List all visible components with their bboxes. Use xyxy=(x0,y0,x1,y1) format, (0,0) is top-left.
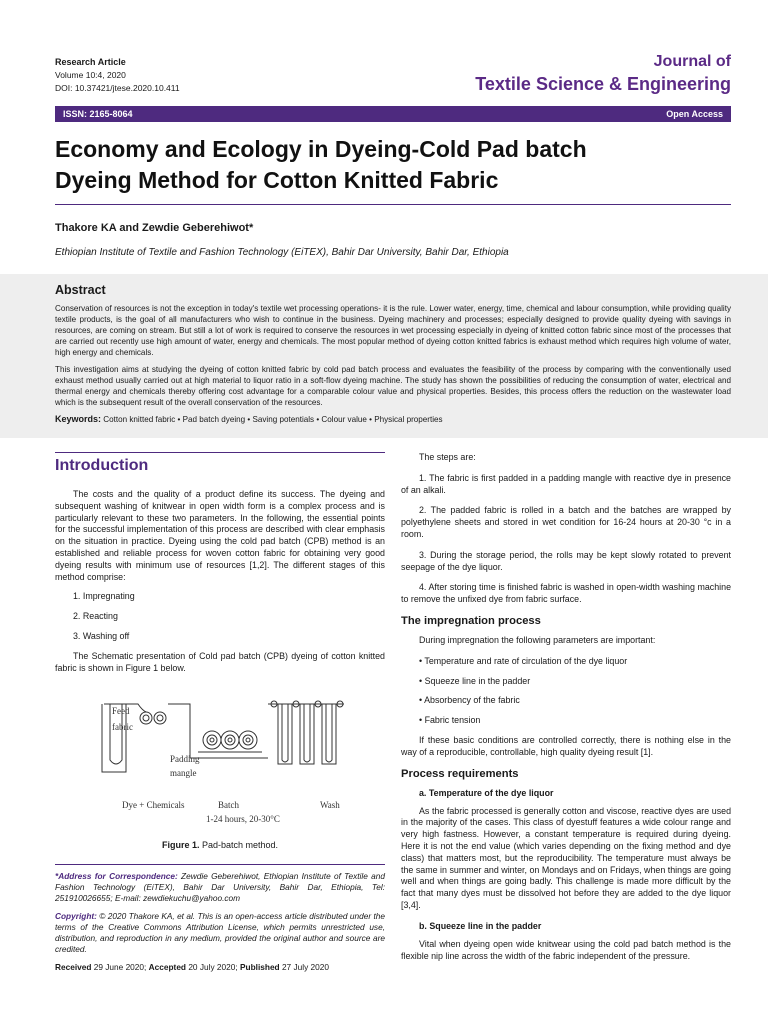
intro-paragraph-1: The costs and the quality of a product define its success. The dyeing and subsequent washing of knitwear in open width form is a complex process and is particularly relevant to these two parameters. In the following, the essential points for the successful implementation of this process are described with clear emphasis on the situation in practice. Dyeing using the cold pad batch (CPB) method is an established and reliable process for woven cotton fabric for obtaining very good dyeing results with minimum use of resources [1,2]. The different stages of this method comprise: xyxy=(55,489,385,582)
introduction-heading: Introduction xyxy=(55,457,149,474)
left-column xyxy=(55,452,385,972)
paragraph-b: Vital when dyeing open wide knitwear using the cold pad batch method is the flexible nip line across the width of the fabric independent of the pressure. xyxy=(401,938,731,961)
authors: Thakore KA and Zewdie Geberehiwot* xyxy=(55,222,254,234)
journal-line1: Journal of xyxy=(653,53,731,70)
journal-line2: Textile Science & Engineering xyxy=(475,74,731,94)
copyright-text: © 2020 Thakore KA, et al. This is an open-access article distributed under the terms of the Creative Commons Attribution License, which permits unrestricted use, distribution, and reproduction in any medium, provided the original author and source are credited. xyxy=(55,911,385,955)
param-item: • Fabric tension xyxy=(419,715,481,726)
param-item: • Temperature and rate of circulation of the dye liquor xyxy=(419,655,628,666)
intro-divider xyxy=(55,452,385,453)
paper-title xyxy=(55,134,715,196)
figure-label-mangle: mangle xyxy=(170,768,197,779)
figure-number: Figure 1. xyxy=(161,840,200,851)
publication-dates xyxy=(55,962,385,972)
correspondence xyxy=(55,871,385,904)
subheading-b: b. Squeeze line in the padder xyxy=(419,920,542,931)
doi: DOI: 10.37421/jtese.2020.10.411 xyxy=(55,83,180,93)
impregnation-heading: The impregnation process xyxy=(401,614,541,627)
impregnation-close: If these basic conditions are controlled correctly, there is nothing else in the way of a reproducible, controllable, high quality dyeing result [1]. xyxy=(401,734,731,757)
issn: ISSN: 2165-8064 xyxy=(63,109,133,119)
issn-bar xyxy=(55,106,731,122)
affiliation: Ethiopian Institute of Textile and Fashion Technology (EiTEX), Bahir Dar University, Bahir Dar, Ethiopia xyxy=(55,247,509,258)
received-date: 29 June 2020; xyxy=(91,962,149,973)
correspondence-label: *Address for Correspondence: xyxy=(55,871,178,882)
requirements-heading: Process requirements xyxy=(401,767,519,780)
keywords-list: Cotton knitted fabric • Pad batch dyeing • Saving potentials • Colour value • Physical properties xyxy=(103,415,443,424)
figure-label-fabric: fabric xyxy=(112,722,133,733)
published-label: Published xyxy=(239,962,280,973)
article-type: Research Article xyxy=(55,57,126,67)
correspondence-text: Zewdie Geberehiwot, Ethiopian Institute of Textile and Fashion Technology (EiTEX), Bahir Dar University, Bahir Dar, Ethiopia, Tel: 251910026655; E-mail: zewdiekuchu@yahoo.com xyxy=(55,871,385,904)
title-divider xyxy=(55,204,731,205)
title-line2: Dyeing Method for Cotton Knitted Fabric xyxy=(55,167,499,193)
figure-label-dye: Dye + Chemicals xyxy=(122,800,185,811)
abstract-paragraph-2: This investigation aims at studying the dyeing of cotton knitted fabric by cold pad batch process and evaluates the feasibility of the process by comparing with the conventionally used exhaust method usually carried out at high material to liquor ratio in a soft-flow dyeing machine. The study has shown the possibilities of reducing the consumption of water, electrical and thermal energy and chemicals thereby offering cost advantage for a comparable colour value and physical properties. Besides, this process offers the reduction on the wastewater load which is the subsequent result of the overall conservation of the resources. xyxy=(55,365,731,407)
stage-item: 1. Impregnating xyxy=(73,591,135,602)
keywords xyxy=(55,414,731,424)
right-column xyxy=(401,452,731,971)
subheading-a: a. Temperature of the dye liquor xyxy=(419,787,554,798)
figure-caption xyxy=(55,840,385,850)
step-item: 3. During the storage period, the rolls may be kept slowly rotated to prevent seepage of the dye liquor. xyxy=(401,549,731,572)
stage-item: 2. Reacting xyxy=(73,611,118,622)
title-line1: Economy and Ecology in Dyeing-Cold Pad batch xyxy=(55,136,587,162)
figure-label-batch-time: 1-24 hours, 20-30°C xyxy=(206,814,280,825)
figure-label-batch: Batch xyxy=(218,800,239,811)
keywords-label: Keywords: xyxy=(55,414,102,424)
intro-paragraph-2: The Schematic presentation of Cold pad batch (CPB) dyeing of cotton knitted fabric is shown in Figure 1 below. xyxy=(55,650,385,673)
article-meta xyxy=(55,56,180,95)
figure-label-wash: Wash xyxy=(320,800,340,811)
step-item: 1. The fabric is first padded in a padding mangle with reactive dye in presence of an alkali. xyxy=(401,472,731,495)
published-date: 27 July 2020 xyxy=(279,962,329,973)
step-item: 2. The padded fabric is rolled in a batch and the batches are wrapped by polyethylene sheets and stored in wet condition for 16-24 hours at 20-30 °c in a room. xyxy=(401,505,731,539)
param-item: • Absorbency of the fabric xyxy=(419,695,520,706)
copyright-label: Copyright: xyxy=(55,911,97,922)
figure-label-padding: Padding xyxy=(170,754,200,765)
copyright xyxy=(55,911,385,955)
correspondence-divider xyxy=(55,864,385,865)
abstract-heading: Abstract xyxy=(55,283,106,297)
abstract-section xyxy=(0,274,768,438)
stage-item: 3. Washing off xyxy=(73,630,130,641)
step-item: 4. After storing time is finished fabric is washed in open-width washing machine to remove the unfixed dye from fabric surface. xyxy=(401,582,731,605)
steps-intro: The steps are: xyxy=(419,452,476,462)
open-access-label: Open Access xyxy=(666,109,723,119)
accepted-label: Accepted xyxy=(148,962,187,973)
figure-caption-text: Pad-batch method. xyxy=(199,840,279,851)
paragraph-a: As the fabric processed is generally cotton and viscose, reactive dyes are used in the majority of the cases. This class of dyestuff features a wide colour range and very high fastness. However, a constant temperature is required during dyeing. Here it is not the end value (which varies depending on the fixing method and dye class) that matters most, but the reproducibility. The temperature must always be the same in summer and winter, on Mondays and on Fridays, when things are going well and when things are going badly. This challenge is made more difficult by the fact that many dyes must be dissolved hot before they are added to the dye liquor [3,4]. xyxy=(401,805,731,910)
pad-batch-diagram xyxy=(82,682,352,832)
abstract-paragraph-1: Conservation of resources is not the exception in today's textile wet processing operations- it is the rule. Lower water, energy, time, chemical and labour consumption, while providing quality textile products, is the goal of all manufacturers who wish to continue in the business. Dyeing machinery and processes; especially designed to provide quality dyeing with savings in resources, are coming on stream. But still a lot of work is required to conserve the resources in wet processing especially in dyeing of knitted cotton fabric since most of the processes that are carried out recently use high amount of water, energy and chemicals. The most popular method of dyeing cotton knitted fabrics is exhaust method which requires high volume of water, high energy and chemicals. xyxy=(55,304,731,357)
journal-name xyxy=(475,52,731,96)
received-label: Received xyxy=(55,962,92,973)
figure-label-feed: Feed xyxy=(112,706,130,717)
impregnation-intro: During impregnation the following parameters are important: xyxy=(419,634,656,645)
param-item: • Squeeze line in the padder xyxy=(419,675,531,686)
pad-batch-figure xyxy=(82,682,352,832)
accepted-date: 20 July 2020; xyxy=(186,962,240,973)
volume: Volume 10:4, 2020 xyxy=(55,70,126,80)
